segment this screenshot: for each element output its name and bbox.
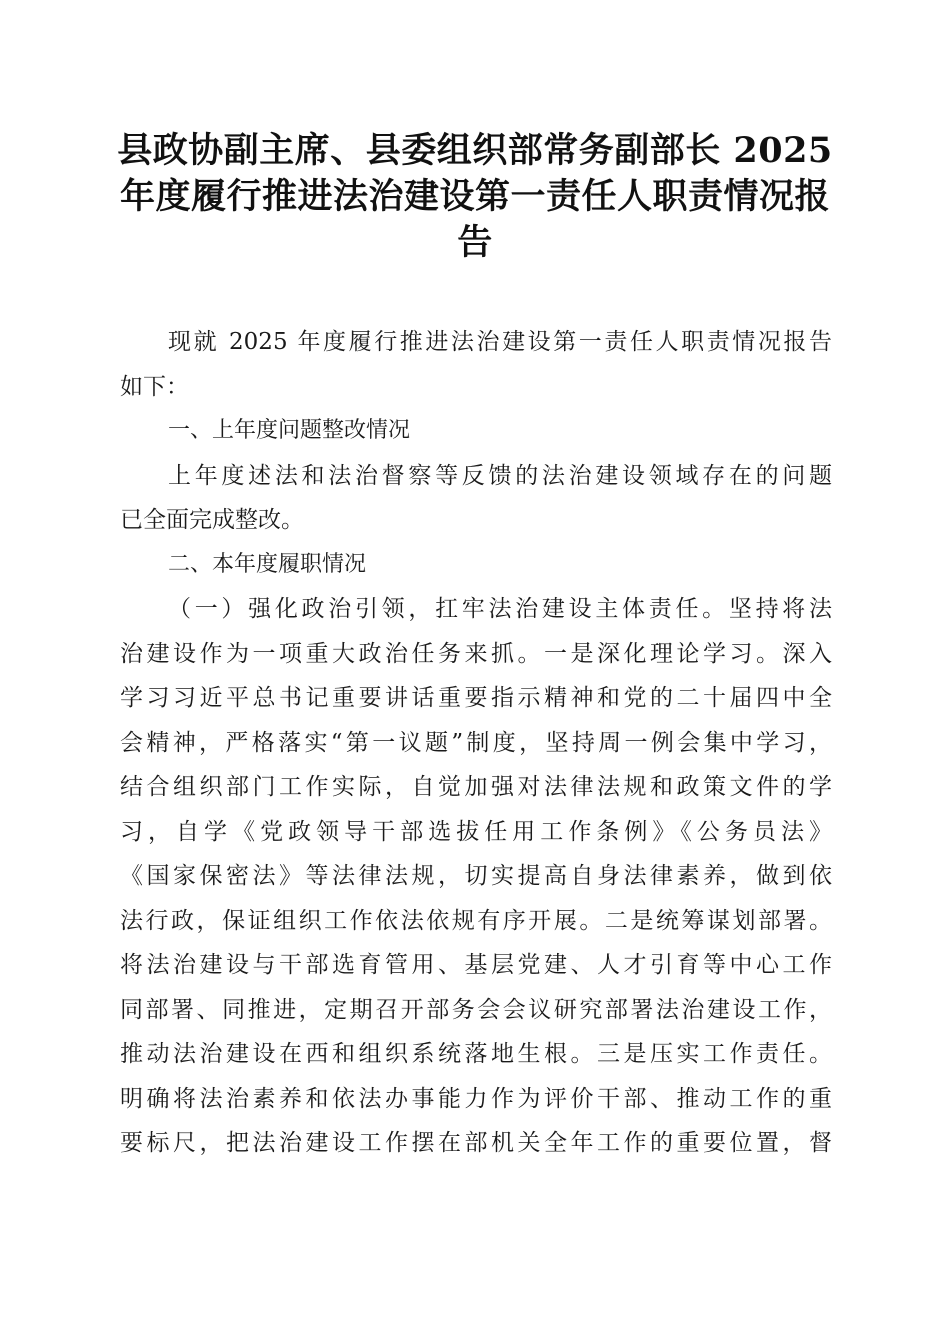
section2-line: （一）强化政治引领，扛牢法治建设主体责任。坚持将法 [168, 596, 832, 622]
section2-line: 明确将法治素养和依法办事能力作为评价干部、推动工作的重 [120, 1085, 832, 1112]
section2-line: 同部署、同推进，定期召开部务会会议研究部署法治建设工作， [120, 996, 832, 1023]
section2-line: 习，自学《党政领导干部选拔任用工作条例》《公务员法》 [120, 818, 832, 845]
section2-line: 推动法治建设在西和组织系统落地生根。三是压实工作责任。 [120, 1041, 832, 1067]
section-heading-1: 一、上年度问题整改情况 [168, 418, 411, 443]
title-line: 年度履行推进法治建设第一责任人职责情况报 [119, 176, 830, 217]
section2-line: 结合组织部门工作实际，自觉加强对法律法规和政策文件的学 [120, 774, 832, 800]
section2-line: 将法治建设与干部选育管用、基层党建、人才引育等中心工作 [120, 952, 832, 978]
document-body [120, 320, 832, 1166]
title-line: 县政协副主席、县委组织部常务副部长 2025 [117, 130, 833, 171]
section1-line: 已全面完成整改。 [120, 507, 304, 533]
section2-line: 法行政，保证组织工作依法依规有序开展。二是统筹谋划部署。 [120, 907, 832, 934]
section2-line: 要标尺，把法治建设工作摆在部机关全年工作的重要位置，督 [120, 1130, 832, 1156]
title-line: 告 [457, 222, 493, 263]
section2-line: 会精神，严格落实“第一议题”制度，坚持周一例会集中学习， [120, 729, 832, 756]
intro-line: 现就 2025 年度履行推进法治建设第一责任人职责情况报告 [168, 329, 832, 355]
section2-line: 《国家保密法》等法律法规，切实提高自身法律素养，做到依 [120, 863, 832, 889]
document-title [100, 128, 850, 266]
section-heading-2: 二、本年度履职情况 [168, 551, 367, 577]
section2-line: 治建设作为一项重大政治任务来抓。一是深化理论学习。深入 [120, 640, 832, 667]
section1-line: 上年度述法和法治督察等反馈的法治建设领域存在的问题 [168, 462, 832, 489]
intro-line: 如下： [120, 373, 189, 400]
section2-line: 学习习近平总书记重要讲话重要指示精神和党的二十届四中全 [120, 685, 832, 711]
